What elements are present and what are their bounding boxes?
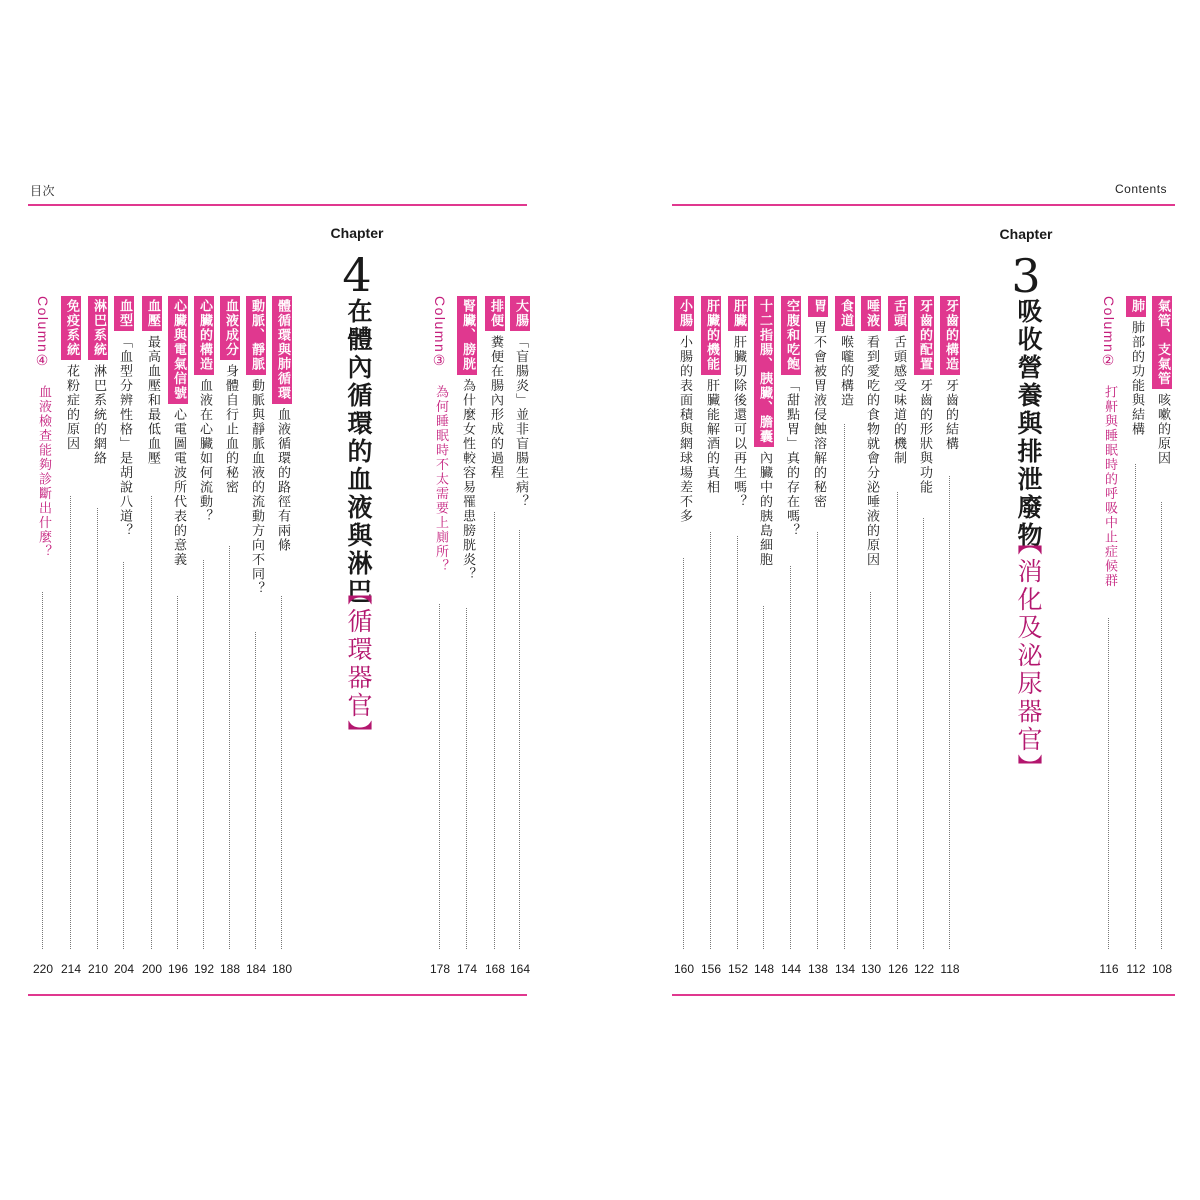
toc-entry[interactable] (455, 296, 479, 949)
entry-title: 牙齒的結構 (943, 378, 958, 451)
entry-title: 動脈與靜脈血液的流動方向不同？ (249, 378, 264, 596)
page-number: 152 (727, 962, 749, 976)
entry-title: 淋巴系統的網絡 (91, 364, 106, 466)
left-chapter-subtitle: 【循環器官】 (344, 580, 373, 748)
leader-dots (281, 596, 282, 949)
entry-title: 肝臟切除後還可以再生嗎？ (731, 335, 746, 509)
toc-entry[interactable] (726, 296, 750, 949)
entry-tag: 小腸 (674, 296, 694, 331)
toc-entry[interactable] (244, 296, 268, 949)
entry-tag: 牙齒的配置 (914, 296, 934, 375)
page-number: 148 (753, 962, 775, 976)
left-bottom-rule (28, 994, 527, 996)
page-number: 164 (509, 962, 531, 976)
toc-entry[interactable] (1124, 296, 1148, 949)
column-label: Column③ (432, 296, 448, 371)
leader-dots (763, 606, 764, 949)
page-number: 188 (219, 962, 241, 976)
leader-dots (255, 632, 256, 949)
toc-entry-column[interactable] (428, 296, 452, 949)
entry-tag: 心臟與電氣信號 (168, 296, 188, 404)
toc-entry[interactable] (886, 296, 910, 949)
page-number: 160 (673, 962, 695, 976)
leader-dots (494, 512, 495, 949)
page-number: 180 (271, 962, 293, 976)
entry-title: 胃不會被胃液侵蝕溶解的秘密 (811, 320, 826, 509)
entry-title: 花粉症的原因 (64, 364, 79, 451)
entry-title: 血液在心臟如何流動？ (197, 378, 212, 524)
entry-title: 血液檢查能夠診斷出什麼？ (36, 385, 51, 560)
entry-title: 小腸的表面積與網球場差不多 (677, 335, 692, 524)
leader-dots (737, 536, 738, 949)
page-number: 118 (940, 962, 960, 976)
toc-entry[interactable] (938, 296, 962, 949)
page-number: 204 (113, 962, 135, 976)
page-number: 138 (807, 962, 829, 976)
toc-entry-column[interactable] (31, 296, 55, 949)
right-chapter-subtitle: 【消化及泌尿器官】 (1014, 530, 1043, 782)
entry-title: 心電圖電波所代表的意義 (171, 407, 186, 567)
entry-title: 為什麼女性較容易罹患膀胱炎？ (460, 378, 475, 582)
page-number: 210 (87, 962, 109, 976)
leader-dots (790, 566, 791, 949)
toc-entry[interactable] (508, 296, 532, 949)
page-number: 144 (780, 962, 802, 976)
right-chapter-label: Chapter (999, 226, 1053, 242)
entry-title: 肺部的功能與結構 (1129, 320, 1144, 437)
leader-dots (123, 562, 124, 949)
entry-title: 咳嗽的原因 (1155, 393, 1170, 466)
entry-tag: 動脈、靜脈 (246, 296, 266, 375)
page-number: 122 (913, 962, 935, 976)
leader-dots (870, 592, 871, 949)
entry-title: 喉嚨的構造 (838, 335, 853, 408)
entry-tag: 大腸 (510, 296, 530, 331)
entry-tag: 淋巴系統 (88, 296, 108, 360)
toc-entry[interactable] (483, 296, 507, 949)
left-chapter-title: 在體內循環的血液與淋巴 (344, 298, 373, 606)
toc-entry[interactable] (218, 296, 242, 949)
toc-entry-column[interactable] (1097, 296, 1121, 949)
leader-dots (949, 476, 950, 949)
leader-dots (683, 558, 684, 949)
leader-dots (519, 530, 520, 949)
entry-title: 肝臟能解酒的真相 (704, 378, 719, 495)
entry-tag: 血壓 (142, 296, 162, 331)
left-header: 目次 (30, 184, 56, 198)
leader-dots (897, 492, 898, 949)
entry-tag: 血型 (114, 296, 134, 331)
leader-dots (42, 592, 43, 949)
leader-dots (70, 496, 71, 949)
entry-tag: 心臟的構造 (194, 296, 214, 375)
toc-entry[interactable] (699, 296, 723, 949)
page-number: 178 (429, 962, 451, 976)
entry-tag: 牙齒的構造 (940, 296, 960, 375)
page-number: 168 (484, 962, 506, 976)
page-number: 116 (1099, 962, 1119, 976)
entry-tag: 唾液 (861, 296, 881, 331)
leader-dots (177, 596, 178, 949)
entry-title: 為何睡眠時不太需要上廁所？ (433, 385, 448, 574)
leader-dots (151, 496, 152, 949)
leader-dots (466, 608, 467, 949)
leader-dots (1161, 502, 1162, 949)
leader-dots (97, 508, 98, 949)
toc-entry[interactable] (672, 296, 696, 949)
leader-dots (203, 560, 204, 949)
leader-dots (844, 424, 845, 949)
toc-entry[interactable] (192, 296, 216, 949)
entry-tag: 血液成分 (220, 296, 240, 360)
page-number: 112 (1126, 962, 1146, 976)
entry-tag: 十二指腸、胰臟、膽囊 (754, 296, 774, 447)
entry-tag: 氣管、支氣管 (1152, 296, 1172, 389)
left-chapter-label: Chapter (330, 225, 384, 241)
entry-title: 「甜點胃」真的存在嗎？ (784, 378, 799, 538)
entry-tag: 食道 (835, 296, 855, 331)
entry-title: 身體自行止血的秘密 (223, 364, 238, 495)
column-label: Column② (1101, 296, 1117, 371)
toc-entry[interactable] (86, 296, 110, 949)
right-top-rule (672, 204, 1175, 206)
page-number: 130 (860, 962, 882, 976)
entry-tag: 肝臟 (728, 296, 748, 331)
entry-tag: 排便 (485, 296, 505, 331)
page-number: 156 (700, 962, 722, 976)
entry-title: 看到愛吃的食物就會分泌唾液的原因 (864, 335, 879, 567)
entry-title: 打鼾與睡眠時的呼吸中止症候群 (1102, 385, 1117, 589)
entry-title: 糞便在腸內形成的過程 (488, 335, 503, 480)
entry-title: 「血型分辨性格」是胡說八道？ (117, 335, 132, 538)
page-number: 174 (456, 962, 478, 976)
leader-dots (1108, 618, 1109, 949)
entry-title: 血液循環的路徑有兩條 (275, 407, 290, 553)
entry-title: 牙齒的形狀與功能 (917, 378, 932, 495)
column-label: Column④ (35, 296, 51, 371)
entry-title: 最高血壓和最低血壓 (145, 335, 160, 466)
page-number: 126 (887, 962, 909, 976)
page-number: 220 (32, 962, 54, 976)
leader-dots (439, 604, 440, 949)
entry-tag: 腎臟、膀胱 (457, 296, 477, 375)
entry-title: 舌頭感受味道的機制 (891, 335, 906, 466)
entry-tag: 肺 (1126, 296, 1146, 317)
entry-tag: 舌頭 (888, 296, 908, 331)
leader-dots (817, 532, 818, 949)
entry-title: 「盲腸炎」並非盲腸生病？ (513, 335, 528, 509)
toc-entry[interactable] (912, 296, 936, 949)
left-chapter-number: 4 (342, 248, 372, 302)
left-top-rule (28, 204, 527, 206)
entry-title: 內臟中的胰島細胞 (757, 451, 772, 567)
page-number: 108 (1151, 962, 1173, 976)
right-chapter-title: 吸收營養與排泄廢物 (1014, 298, 1043, 550)
leader-dots (710, 532, 711, 949)
entry-tag: 免疫系統 (61, 296, 81, 360)
toc-entry[interactable] (833, 296, 857, 949)
leader-dots (923, 518, 924, 949)
leader-dots (1135, 464, 1136, 949)
toc-entry[interactable] (752, 296, 776, 949)
toc-entry[interactable] (806, 296, 830, 949)
right-header: Contents (1115, 182, 1168, 196)
toc-entry[interactable] (270, 296, 294, 949)
page-number: 184 (245, 962, 267, 976)
entry-tag: 體循環與肺循環 (272, 296, 292, 404)
entry-tag: 肝臟的機能 (701, 296, 721, 375)
toc-entry[interactable] (1150, 296, 1174, 949)
toc-entry[interactable] (59, 296, 83, 949)
page-number: 200 (141, 962, 163, 976)
page-number: 196 (167, 962, 189, 976)
right-chapter-number: 3 (1011, 249, 1041, 303)
right-bottom-rule (672, 994, 1175, 996)
leader-dots (229, 546, 230, 949)
entry-tag: 空腹和吃飽 (781, 296, 801, 375)
toc-entry[interactable] (859, 296, 883, 949)
toc-entry[interactable] (166, 296, 190, 949)
toc-entry[interactable] (112, 296, 136, 949)
page-number: 134 (834, 962, 856, 976)
toc-entry[interactable] (779, 296, 803, 949)
toc-entry[interactable] (140, 296, 164, 949)
page-number: 192 (193, 962, 215, 976)
page-number: 214 (60, 962, 82, 976)
entry-tag: 胃 (808, 296, 828, 317)
